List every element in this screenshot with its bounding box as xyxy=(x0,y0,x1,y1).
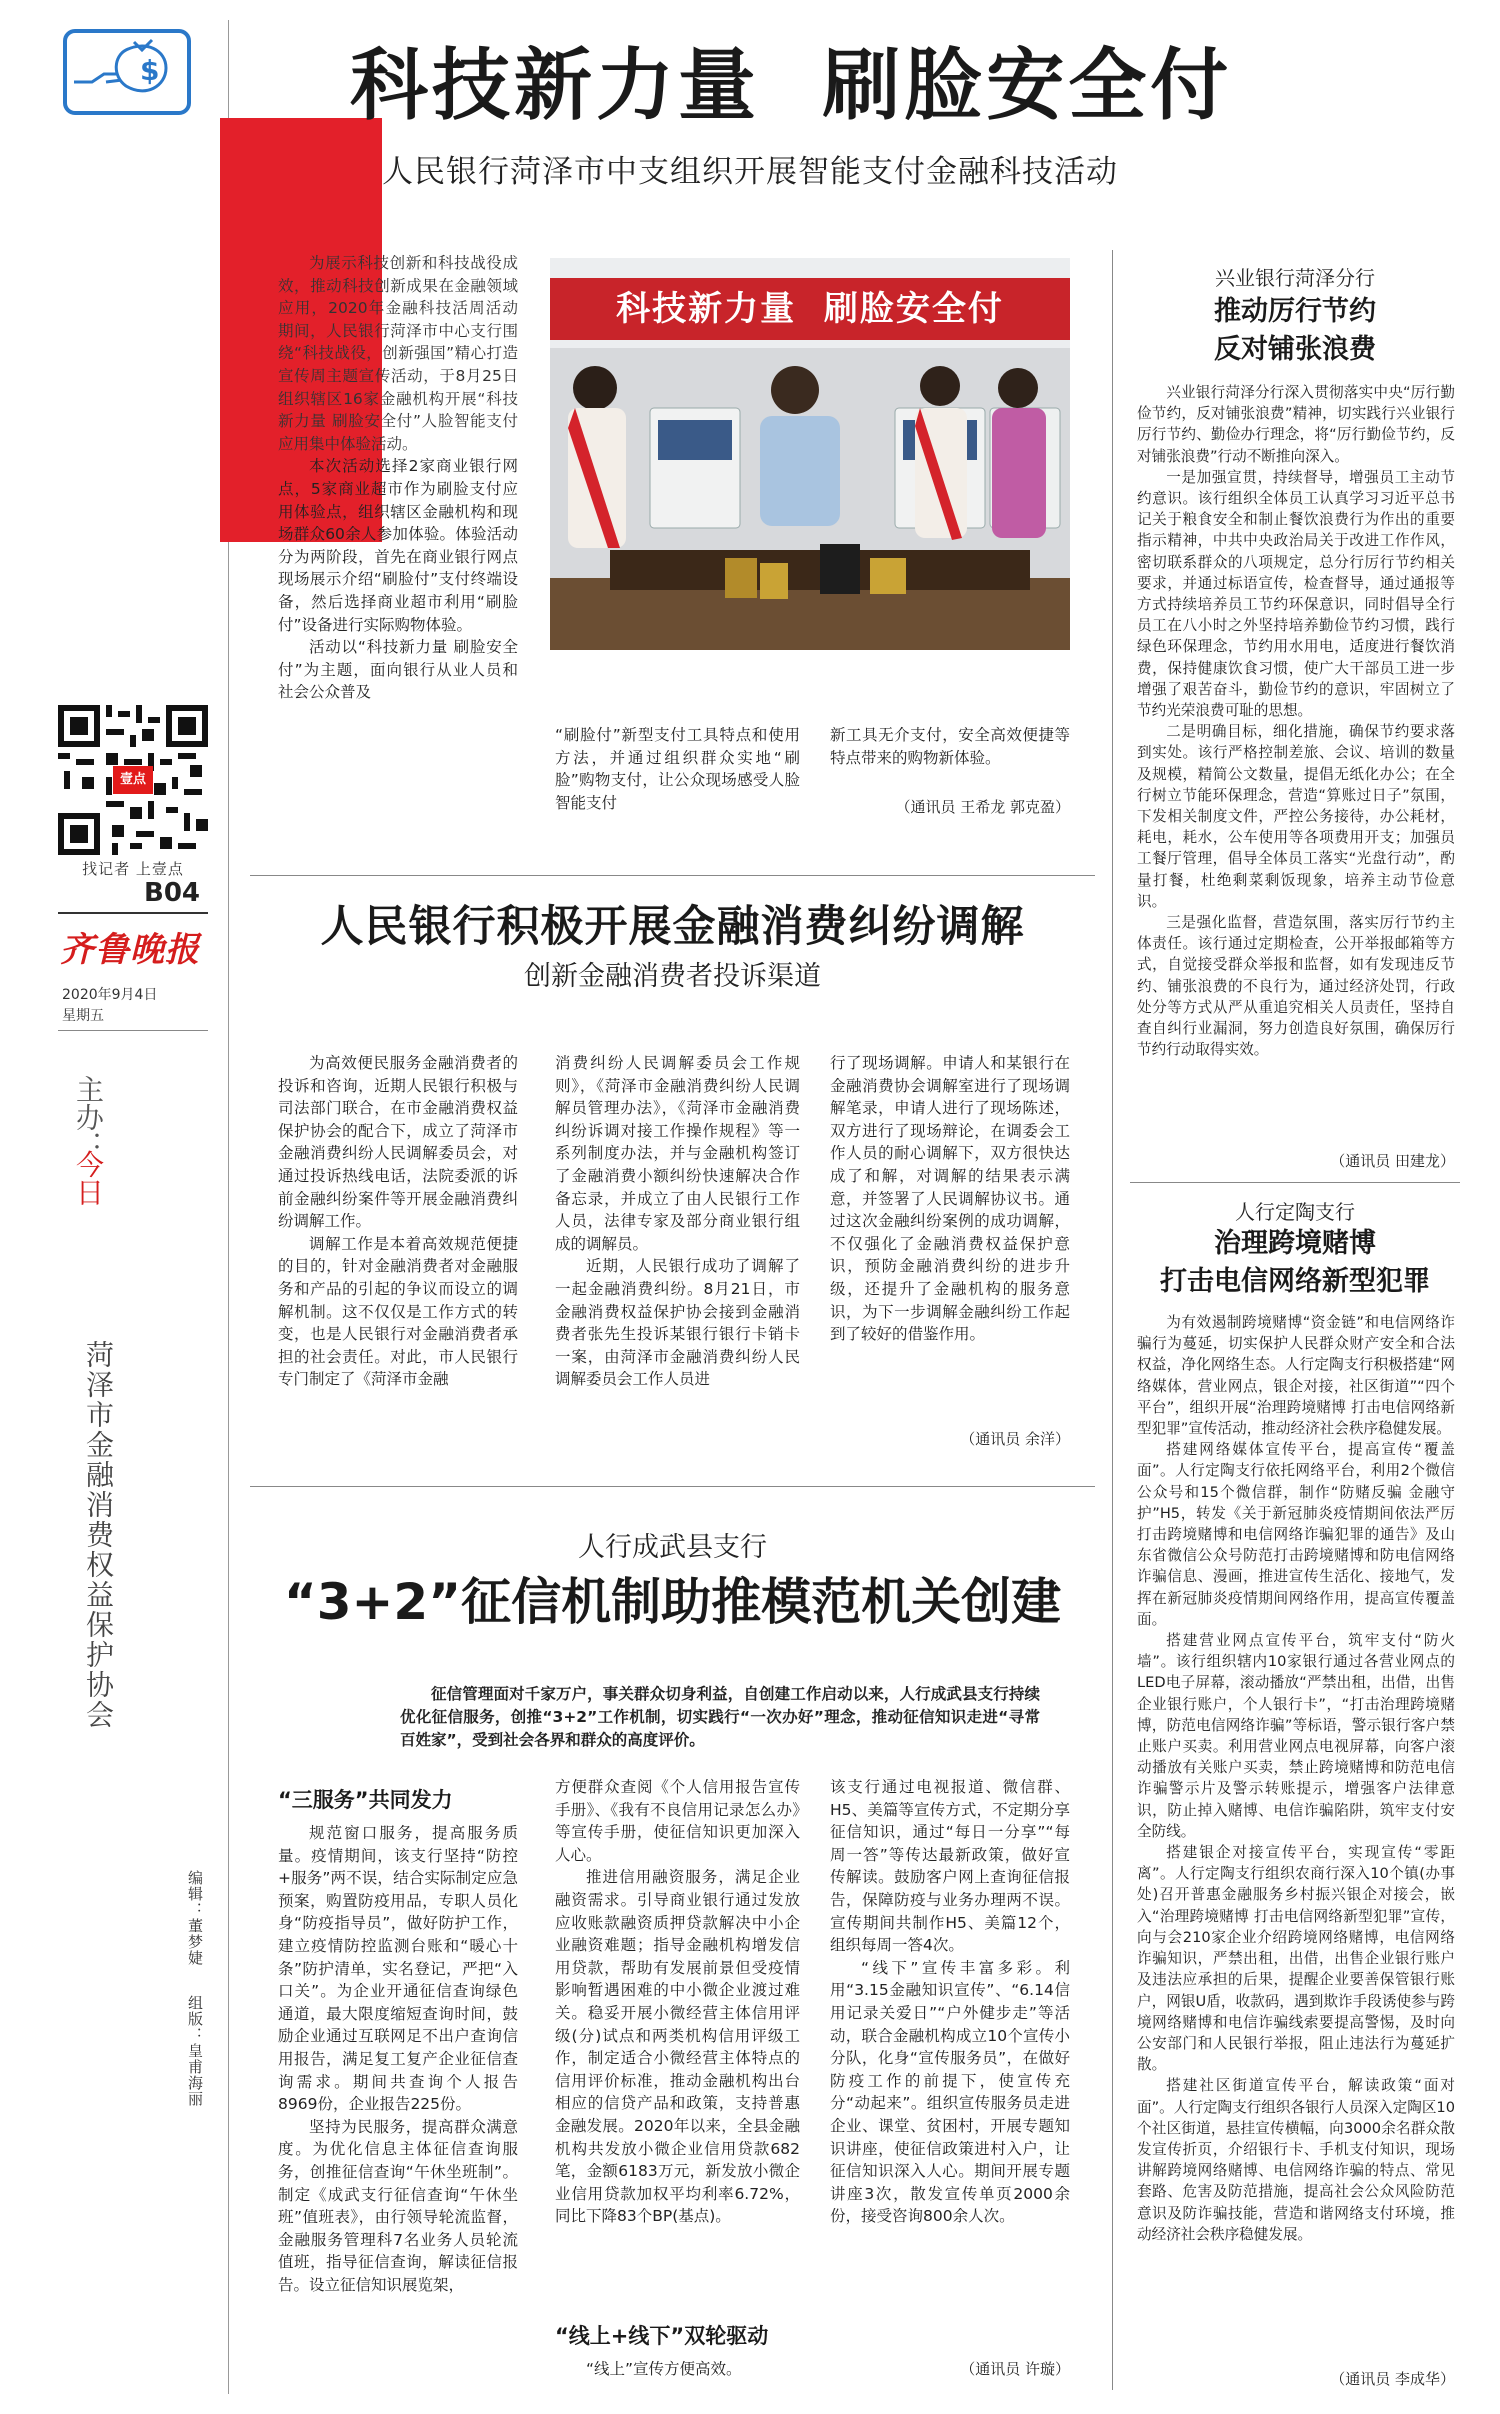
article5-col2-after xyxy=(555,2358,800,2381)
masthead-rule-2 xyxy=(58,1030,208,1031)
paragraph: 搭建社区街道宣传平台，解读政策“面对面”。人行定陶支行组织各银行人员深入定陶区10个社区街道，悬挂宣传横幅，向3000余名群众散发宣传折页，介绍银行卡、手机支付知识，现场讲解跨境网络赌博、电信网络诈骗的特点、常见套路、危害及防范措施，提高社会公众风险防范意识及防诈骗技能，营造和谐网络支付环境，推动经济社会秩序稳健发展。 xyxy=(1137,2077,1456,2243)
money-transfer-icon xyxy=(62,28,192,116)
paragraph: 方便群众查阅《个人信用报告宣传手册》、《我有不良信用记录怎么办》等宣传手册，使征信知识更加深入人心。 xyxy=(555,1778,800,1864)
article5-credit: （通讯员 许璇） xyxy=(960,2360,1070,2378)
article2-kicker: 兴业银行菏泽分行 xyxy=(1215,266,1375,290)
paragraph: 搭建营业网点宣传平台，筑牢支付“防火墙”。该行组织辖内10家银行通过各营业网点的LED电子屏幕，滚动播放“严禁出租，出借，出售企业银行账户，个人银行卡”，“打击治理跨境赌博，防范电信网络诈骗”等标语，警示银行客户禁止账户买卖。利用营业网点电视屏幕，向客户滚动播放有关账户买卖，禁止跨境赌博和防范电信诈骗警示片及警示转账提示，增强客户法律意识，防止掉入赌博、电信诈骗陷阱，筑牢支付安全防线。 xyxy=(1137,1632,1455,1840)
paragraph: 二是明确目标，细化措施，确保节约要求落到实处。该行严格控制差旅、会议、培训的数量及规模，精简公文数量，提倡无纸化办公；在全行树立节能环保理念，营造“算账过日子”氛围，下发相关制度文件，严控公务接待，办公耗材，耗电，耗水，公车使用等各项费用开支；加强员工餐厅管理，倡导全体员工落实“光盘行动”，酌量打餐，杜绝剩菜剩饭现象，培养主动节俭意识。 xyxy=(1137,723,1455,910)
article3-credit: （通讯员 余洋） xyxy=(960,1430,1070,1448)
article3-col2 xyxy=(555,1052,800,1391)
paragraph: 坚持为民服务，提高群众满意度。为优化信息主体征信查询服务，创推征信查询“午休坐班制”。制定《成武支行征信查询“午休坐班”值班表》，由行领导轮流监督，金融服务管理科7名业务人员轮流值班，指导征信查询，解读征信报告。设立征信知识展览架， xyxy=(278,2117,518,2294)
paragraph: 一是加强宣贯，持续督导，增强员工主动节约意识。该行组织全体员工认真学习习近平总书记关于粮食安全和制止餐饮浪费行为作出的重要指示精神，中共中央政治局关于改进工作作风，密切联系群众的八项规定，总分行厉行节约相关要求，并通过标语宣传，检查督导，通过通报等方式持续培养员工节约环保意识，同时倡导全行员工在八小时之外坚持培养勤俭节约习惯，践行绿色环保理念，节约用水用电，适度进行餐饮消费，保持健康饮食习惯，使广大干部员工进一步增强了艰苦奋斗，勤俭节约的意识，牢固树立了节约光荣浪费可耻的思想。 xyxy=(1137,468,1455,720)
paragraph: “线下”宣传丰富多彩。利用“3.15金融知识宣传”、“6.14信用记录关爱日”“户外健步走”等活动，联合金融机构成立10个宣传小分队，化身“宣传服务员”，在做好防疫工作的前提下，使宣传充分“动起来”。组织宣传服务员走进企业、课堂、贫困村，开展专题知识讲座，使征信政策进村入户，让征信知识深入人心。期间开展专题讲座3次，散发宣传单页2000余份，接受咨询800余人次。 xyxy=(830,1958,1070,2226)
article3-subtitle: 创新金融消费者投诉渠道 xyxy=(524,961,821,992)
paragraph: “线上”宣传方便高效。 xyxy=(586,2360,742,2378)
article4-credit: （通讯员 李成华） xyxy=(1330,2370,1455,2388)
organizer-name: 菏泽市金融消费权益保护协会 xyxy=(82,1340,115,1730)
article4-body xyxy=(1137,1312,1455,2245)
article5-subhead-2: “线上+线下”双轮驱动 xyxy=(555,2324,769,2348)
svg-text:$: $ xyxy=(140,54,160,87)
article1-subtitle: 人民银行菏泽市中支组织开展智能支付金融科技活动 xyxy=(382,154,1118,190)
paragraph: 本次活动选择2家商业银行网点，5家商业超市作为刷脸支付应用体验点，组织辖区金融机构和现场群众60余人参加体验。体验活动分为两阶段，首先在商业银行网点现场展示介绍“刷脸付”支付终端设备，然后选择商业超市利用“刷脸付”设备进行实际购物体验。 xyxy=(278,457,518,634)
photo-banner-text: 科技新力量 刷脸安全付 xyxy=(616,289,1004,329)
article2-credit: （通讯员 田建龙） xyxy=(1330,1152,1455,1170)
section-divider-1 xyxy=(250,875,1095,876)
article4-kicker: 人行定陶支行 xyxy=(1235,1200,1355,1224)
article3-col1 xyxy=(278,1052,518,1391)
section-divider-2 xyxy=(250,1486,1095,1487)
paragraph: 规范窗口服务，提高服务质量。疫情期间，该支行坚持“防控+服务”两不误，结合实际制定应急预案，购置防疫用品，专职人员化身“防疫指导员”，做好防护工作，建立疫情防控监测台账和“暖心十条”防护清单，实名登记，严把“入口关”。为企业开通征信查询绿色通道，最大限度缩短查询时间，鼓励企业通过互联网足不出户查询信用报告，满足复工复产企业征信查询需求。期间共查询个人报告8969份，企业报告225份。 xyxy=(278,1824,518,2114)
article1-col3 xyxy=(830,724,1070,769)
masthead-rule xyxy=(58,912,208,914)
sponsor-value: 今日 xyxy=(72,1150,105,1206)
article1-credit: （通讯员 王希龙 郭克盈） xyxy=(895,798,1070,816)
article2-title-line2: 反对铺张浪费 xyxy=(1214,334,1376,365)
paragraph: 为高效便民服务金融消费者的投诉和咨询，近期人民银行积极与司法部门联合，在市金融消费权益保护协会的配合下，成立了菏泽市金融消费纠纷人民调解委员会，对通过投诉热线电话，法院委派的诉前金融纠纷案件等开展金融消费纠纷调解工作。 xyxy=(278,1054,518,1231)
paragraph: 活动以“科技新力量 刷脸安全付”为主题，面向银行从业人员和社会公众普及 xyxy=(278,638,518,702)
paragraph: 近期，人民银行成功了调解了一起金融消费纠纷。8月21日，市金融消费权益保护协会接到金融消费者张先生投诉某银行银行卡销卡一案，由菏泽市金融消费纠纷人民调解委员会工作人员进 xyxy=(555,1257,800,1389)
article5-subhead-1: “三服务”共同发力 xyxy=(278,1788,453,1812)
page-number: B04 xyxy=(144,878,200,908)
paragraph: 行了现场调解。申请人和某银行在金融消费协会调解室进行了现场调解笔录，申请人进行了现场陈述，双方进行了现场辩论，在调委会工作人员的耐心调解下，双方很快达成了和解，对调解的结果表示满意，并签署了人民调解协议书。通过这次金融纠纷案例的成功调解，不仅强化了金融消费权益保护意识，预防金融消费纠纷的进步升级，还提升了金融机构的服务意识，为下一步调解金融纠纷工作起到了较好的借鉴作用。 xyxy=(830,1054,1070,1344)
article1-col1 xyxy=(278,252,518,704)
article5-col2 xyxy=(555,1776,800,2228)
right-column-divider xyxy=(1130,1182,1460,1183)
paragraph: 三是强化监督，营造氛围，落实厉行节约主体责任。该行通过定期检查，公开举报邮箱等方式，自觉接受群众举报和监督，如有发现违反节约、铺张浪费的不良行为，通过经济处罚，行政处分等方式从严从重追究相关人员责任，坚持自查自纠行业漏洞，努力创造良好氛围，确保厉行节约行动取得实效。 xyxy=(1137,914,1455,1059)
newspaper-logo: 齐鲁晚报 xyxy=(60,930,200,970)
paragraph: 新工具无介支付，安全高效便捷等特点带来的购物新体验。 xyxy=(830,726,1070,767)
article5-lead: 征信管理面对千家万户，事关群众切身利益，自创建工作启动以来，人行成武县支行持续优化征信服务，创推“3+2”工作机制，切实践行“一次办好”理念，推动征信知识走进“寻常百姓家”，受到社会各界和群众的高度评价。 xyxy=(400,1685,1040,1749)
paragraph: 为展示科技创新和科技战役成效，推动科技创新成果在金融领域应用，2020年金融科技活周活动期间，人民银行菏泽市中心支行围绕“科技战役，创新强国”精心打造宣传周主题宣传活动，于8月25日组织辖区16家金融机构开展“科技新力量 刷脸安全付”人脸智能支付应用集中体验活动。 xyxy=(278,254,518,453)
article2-title-line1: 推动厉行节约 xyxy=(1214,296,1376,327)
article2-body xyxy=(1137,382,1455,1061)
issue-weekday: 星期五 xyxy=(62,1008,104,1024)
paragraph: 为有效遏制跨境赌博“资金链”和电信网络诈骗行为蔓延，切实保护人民群众财产安全和合法权益，净化网络生态。人行定陶支行积极搭建“网络媒体，营业网点，银企对接，社区街道”“四个平台”，组织开展“治理跨境赌博 打击电信网络新型犯罪”宣传活动，推动经济社会秩序稳健发展。 xyxy=(1137,1314,1455,1438)
article1-col2 xyxy=(555,724,800,814)
paragraph: 兴业银行菏泽分行深入贯彻落实中央“厉行勤俭节约，反对铺张浪费”精神，切实践行兴业银行厉行节约、勤俭办行理念，将“厉行勤俭节约，反对铺张浪费”行动不断推向深入。 xyxy=(1137,384,1455,465)
issue-date: 2020年9月4日 xyxy=(62,987,158,1003)
editor-credit: 编辑：董梦婕 xyxy=(186,1870,204,1966)
article4-title-line2: 打击电信网络新型犯罪 xyxy=(1160,1266,1430,1297)
paragraph: 搭建银企对接宣传平台，实现宣传“零距离”。人行定陶支行组织农商行深入10个镇(办事处)召开普惠金融服务乡村振兴银企对接会，嵌入“治理跨境赌博 打击电信网络新型犯罪”宣传，向与会210家企业介绍跨境网络赌博，电信网络诈骗知识，严禁出租，出借，出售企业银行账户及违法应承担的后果，提醒企业要善保管银行账户，网银U盾，收款码，遇到欺诈手段诱使参与跨境网络赌博和电信诈骗线索要提高警惕，及时向公安部门和人民银行举报，阻止违法行为蔓延扩散。 xyxy=(1137,1844,1455,2074)
paragraph: 消费纠纷人民调解委员会工作规则》，《菏泽市金融消费纠纷人民调解员管理办法》，《菏泽市金融消费纠纷诉调对接工作操作规程》等一系列制度办法，并与金融机构签订了金融消费小额纠纷快速解决合作备忘录，并成立了由人民银行工作人员，法律专家及部分商业银行组成的调解员。 xyxy=(555,1054,800,1253)
article1-title: 科技新力量 刷脸安全付 xyxy=(350,41,1233,131)
article5-col1 xyxy=(278,1822,518,2296)
designer-credit: 组版：皇甫海丽 xyxy=(186,1995,204,2107)
paragraph: “刷脸付”新型支付工具特点和使用方法，并通过组织群众实地“刷脸”购物支付，让公众现场感受人脸智能支付 xyxy=(555,726,800,812)
paragraph: 搭建网络媒体宣传平台，提高宣传“覆盖面”。人行定陶支行依托网络平台，利用2个微信公众号和15个微信群，制作“防赌反骗 金融守护”H5，转发《关于新冠肺炎疫情期间依法严厉打击跨境赌博和电信网络诈骗犯罪的通告》及山东省微信公众号防范打击跨境赌博和防电信网络诈骗信息、漫画，推进宣传生活化、接地气，发挥在新冠肺炎疫情期间网络作用，提高宣传覆盖面。 xyxy=(1137,1441,1455,1628)
qr-code xyxy=(58,705,208,855)
column-rule-main xyxy=(1112,250,1113,2390)
event-photo xyxy=(550,258,1070,650)
article4-title-line1: 治理跨境赌博 xyxy=(1214,1228,1376,1259)
paragraph: 调解工作是本着高效规范便捷的目的，针对金融消费者对金融服务和产品的引起的争议而设立的调解机制。这不仅仅是工作方式的转变，也是人民银行对金融消费者承担的社会责任。对此，市人民银行专门制定了《菏泽市金融 xyxy=(278,1234,518,1389)
qr-badge: 壹点 xyxy=(119,772,146,787)
paragraph: 该支行通过电视报道、微信群、H5、美篇等宣传方式，不定期分享征信知识，通过“每日一分享”“每周一答”等传达最新政策，做好宣传解读。鼓励客户网上查询征信报告，保障防疫与业务办理两不误。宣传期间共制作H5、美篇12个，组织每周一答4次。 xyxy=(830,1778,1070,1955)
qr-caption: 找记者 上壹点 xyxy=(82,860,184,878)
article5-col3 xyxy=(830,1776,1070,2228)
paragraph: 推进信用融资服务，满足企业融资需求。引导商业银行通过发放应收账款融资质押贷款解决中小企业融资难题；指导金融机构增发信用贷款，帮助有发展前景但受疫情影响暂遇困难的中小微企业渡过难关。稳妥开展小微经营主体信用评级(分)试点和两类机构信用评级工作，制定适合小微经营主体特点的信用评价标准，推动金融机构出台相应的信贷产品和政策，支持普惠金融发展。2020年以来，全县金融机构共发放小微企业信用贷款682笔，金额6183万元，新发放小微企业信用贷款加权平均利率6.72%，同比下降83个BP(基点)。 xyxy=(555,1868,800,2226)
article3-title: 人民银行积极开展金融消费纠纷调解 xyxy=(320,902,1025,952)
sponsor-label: 主办： xyxy=(72,1075,105,1159)
article3-col3 xyxy=(830,1052,1070,1346)
article5-kicker: 人行成武县支行 xyxy=(578,1532,767,1563)
article5-title: “3+2”征信机制助推模范机关创建 xyxy=(283,1573,1062,1631)
